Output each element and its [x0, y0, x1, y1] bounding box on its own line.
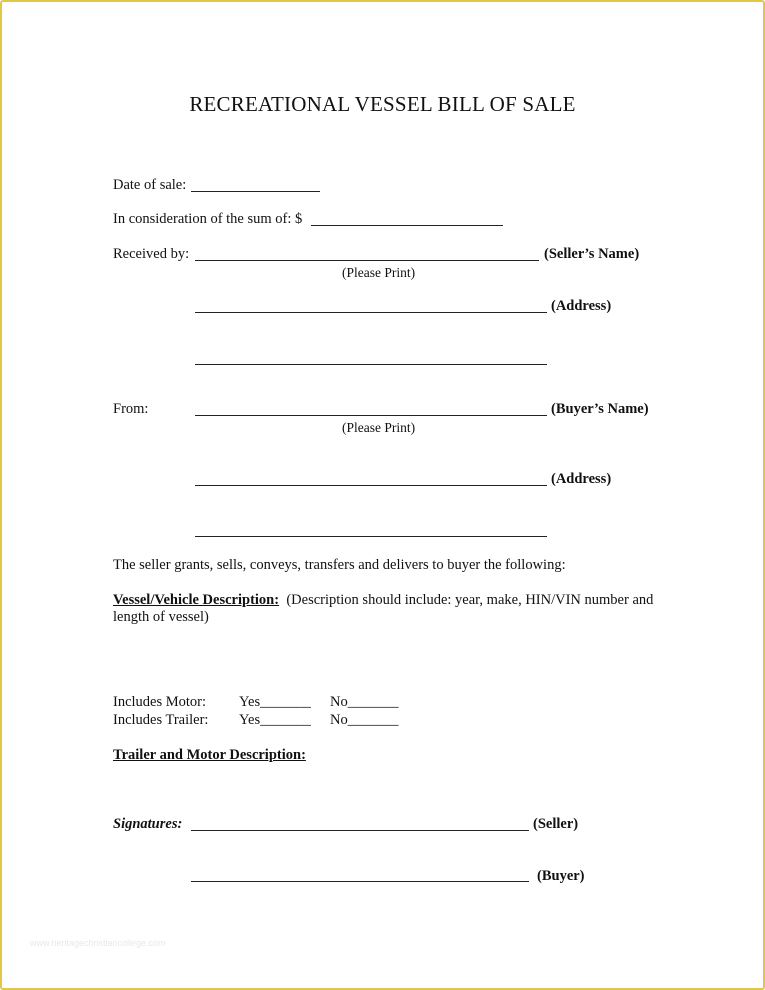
- received-by-label: Received by:: [113, 246, 190, 262]
- seller-name-label: (Seller’s Name): [544, 246, 640, 262]
- seller-address-field-1[interactable]: [195, 312, 547, 313]
- buyer-name-label: (Buyer’s Name): [551, 401, 649, 417]
- buyer-address-field-1[interactable]: [195, 485, 547, 486]
- buyer-signature-field[interactable]: [191, 881, 529, 882]
- date-of-sale-label: Date of sale:: [113, 177, 187, 193]
- vessel-description-hint: (Description should include: year, make, HIN/VIN number and length of vessel): [113, 592, 654, 625]
- includes-trailer-label: Includes Trailer:: [113, 712, 209, 728]
- includes-motor-label: Includes Motor:: [113, 694, 207, 710]
- seller-signature-label: (Seller): [533, 816, 579, 832]
- buyer-name-field[interactable]: [195, 415, 547, 416]
- please-print-note-buyer: (Please Print): [342, 420, 416, 435]
- buyer-signature-label: (Buyer): [537, 868, 585, 884]
- motor-yes-option[interactable]: Yes_______: [239, 694, 311, 710]
- seller-address-field-2[interactable]: [195, 364, 547, 365]
- vessel-description-block: [113, 592, 658, 626]
- trailer-yes-option[interactable]: Yes_______: [239, 712, 311, 728]
- consideration-amount-field[interactable]: [311, 225, 503, 226]
- signatures-label: Signatures:: [113, 816, 183, 832]
- please-print-note-seller: (Please Print): [342, 265, 416, 280]
- from-label: From:: [113, 401, 149, 417]
- vessel-description-heading: Vessel/Vehicle Description:: [113, 592, 280, 608]
- buyer-address-label: (Address): [551, 471, 612, 487]
- trailer-motor-heading: Trailer and Motor Description:: [113, 747, 306, 763]
- seller-address-label: (Address): [551, 298, 612, 314]
- date-of-sale-field[interactable]: [191, 191, 320, 192]
- trailer-no-option[interactable]: No_______: [330, 712, 399, 728]
- buyer-address-field-2[interactable]: [195, 536, 547, 537]
- seller-signature-field[interactable]: [191, 830, 529, 831]
- watermark-text: www.heritagechristiancollege.com: [30, 938, 166, 948]
- grant-statement: The seller grants, sells, conveys, transfers and delivers to buyer the following:: [113, 557, 566, 573]
- document-title: RECREATIONAL VESSEL BILL OF SALE: [189, 92, 576, 116]
- motor-no-option[interactable]: No_______: [330, 694, 399, 710]
- consideration-label: In consideration of the sum of: $: [113, 211, 303, 227]
- seller-name-field[interactable]: [195, 260, 539, 261]
